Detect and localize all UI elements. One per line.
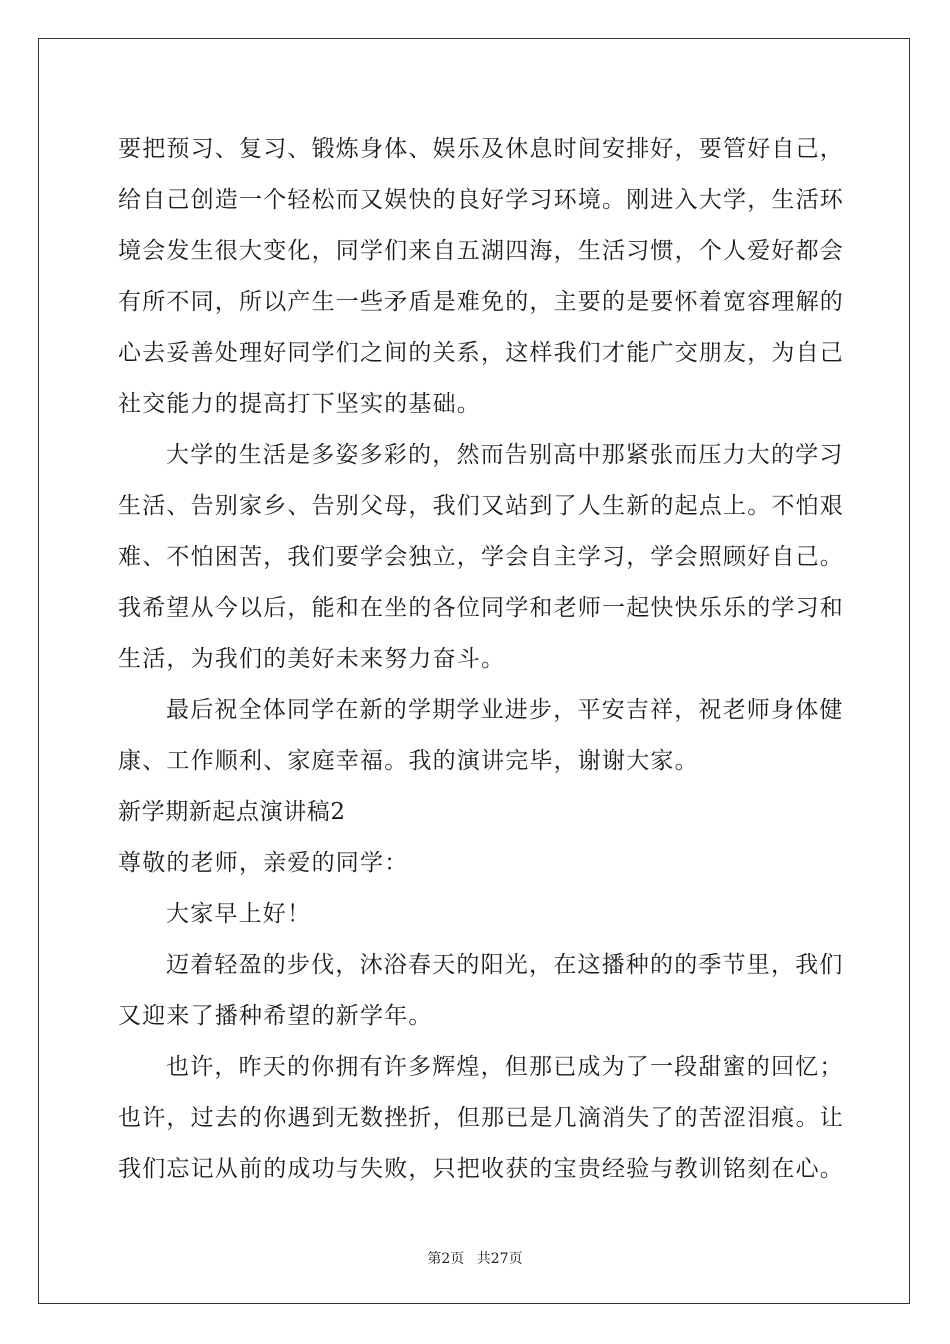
page-footer xyxy=(0,1248,950,1268)
text-line: 社交能力的提高打下坚实的基础。 xyxy=(118,391,481,417)
greeting: 大家早上好！ xyxy=(166,901,312,927)
text-line: 要把预习、复习、锻炼身体、娱乐及休息时间安排好，要管好自己， xyxy=(118,136,844,162)
document-body xyxy=(118,124,844,1195)
text-line: 康、工作顺利、家庭幸福。我的演讲完毕，谢谢大家。 xyxy=(118,748,699,774)
text-line: 生活、告别家乡、告别父母，我们又站到了人生新的起点上。不怕艰 xyxy=(118,493,844,519)
text-line: 也许，过去的你遇到无数挫折，但那已是几滴消失了的苦涩泪痕。让 xyxy=(118,1105,844,1131)
text-line: 迈着轻盈的步伐，沐浴春天的阳光，在这播种的的季节里，我们 xyxy=(166,952,844,978)
page-total: 共27页 xyxy=(476,1251,523,1267)
text-line: 生活，为我们的美好未来努力奋斗。 xyxy=(118,646,506,672)
page-number: 第2页 xyxy=(427,1251,465,1267)
section-heading: 新学期新起点演讲稿2 xyxy=(118,799,346,825)
text-line: 境会发生很大变化，同学们来自五湖四海，生活习惯，个人爱好都会 xyxy=(118,238,844,264)
text-line: 有所不同，所以产生一些矛盾是难免的，主要的是要怀着宽容理解的 xyxy=(118,289,844,315)
text-line: 最后祝全体同学在新的学期学业进步，平安吉祥，祝老师身体健 xyxy=(166,697,844,723)
text-line: 我们忘记从前的成功与失败，只把收获的宝贵经验与教训铭刻在心。 xyxy=(118,1156,844,1182)
text-line: 也许，昨天的你拥有许多辉煌，但那已成为了一段甜蜜的回忆； xyxy=(166,1054,844,1080)
text-line: 又迎来了播种希望的新学年。 xyxy=(118,1003,433,1029)
text-line: 大学的生活是多姿多彩的，然而告别高中那紧张而压力大的学习 xyxy=(166,442,844,468)
text-line: 难、不怕困苦，我们要学会独立，学会自主学习，学会照顾好自己。 xyxy=(118,544,844,570)
text-line: 给自己创造一个轻松而又娱快的良好学习环境。刚进入大学，生活环 xyxy=(118,187,844,213)
text-line: 心去妥善处理好同学们之间的关系，这样我们才能广交朋友，为自己 xyxy=(118,340,844,366)
salutation: 尊敬的老师，亲爱的同学： xyxy=(118,850,409,876)
text-line: 我希望从今以后，能和在坐的各位同学和老师一起快快乐乐的学习和 xyxy=(118,595,844,621)
